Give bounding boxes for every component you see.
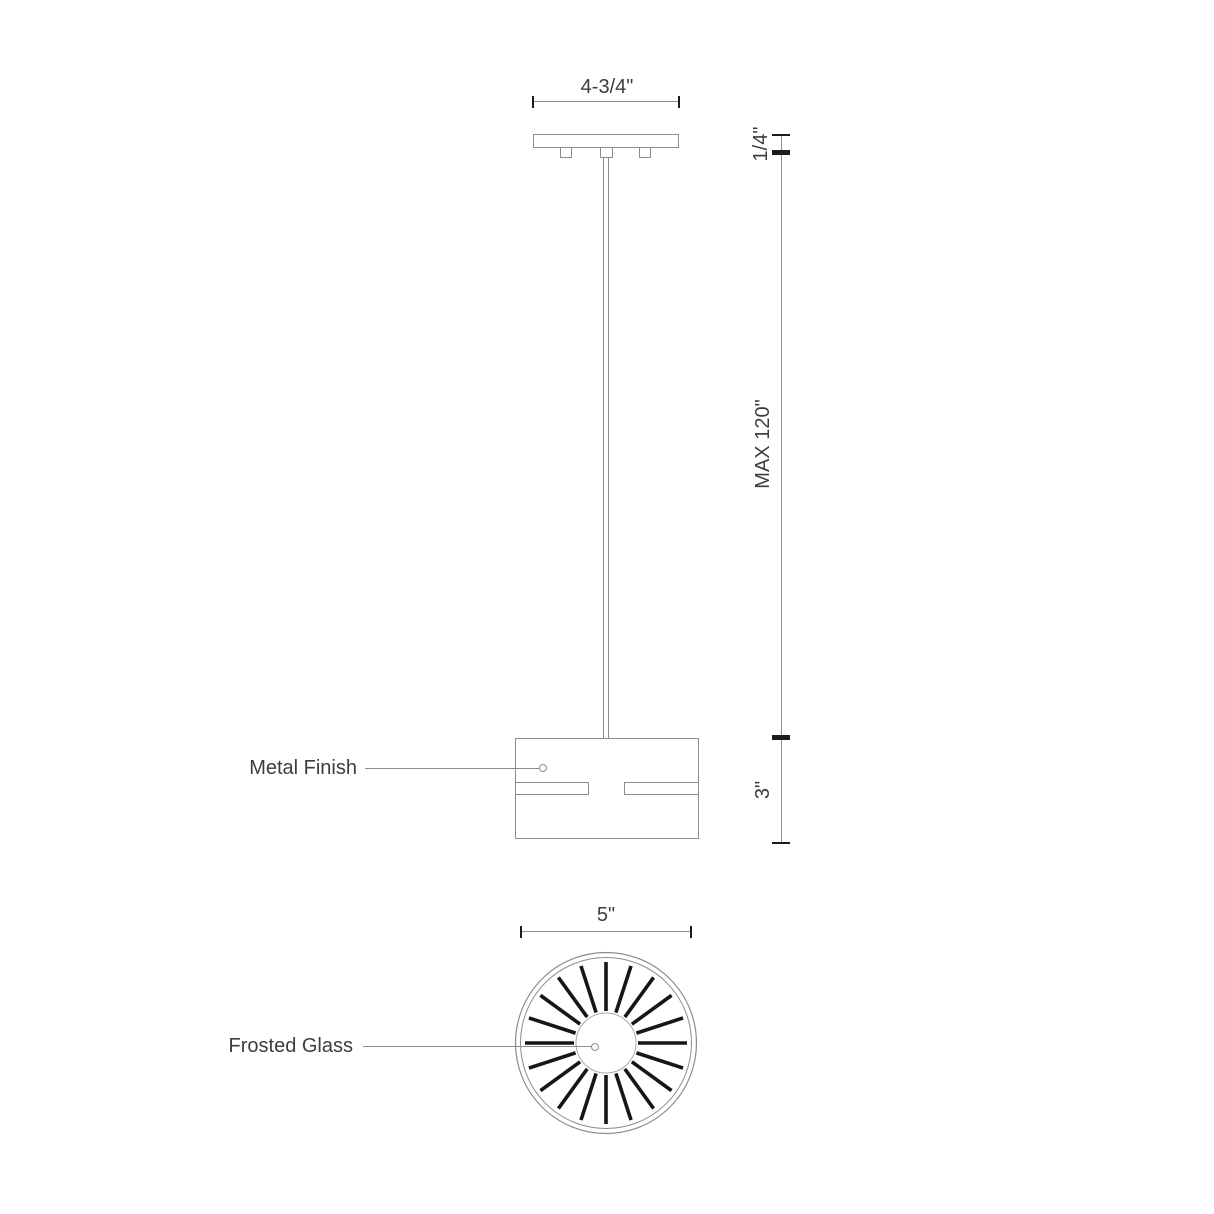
bottom-view-drawing <box>510 947 702 1139</box>
diffuser-spoke <box>636 1018 683 1033</box>
frosted-glass-leader-line <box>363 1046 591 1047</box>
diffuser-spoke <box>529 1053 576 1068</box>
dim-label-suspension-max: MAX 120" <box>752 399 774 489</box>
chain-tick-canopy-top <box>772 134 790 136</box>
canopy-plate <box>533 134 679 148</box>
dim-tick-left-bottom <box>520 926 522 938</box>
dim-label-body-height: 3" <box>752 780 774 800</box>
diffuser-spoke <box>581 1073 596 1120</box>
dim-label-canopy-thickness: 1/4" <box>750 126 772 162</box>
chain-tick-body-top <box>772 735 790 740</box>
diffuser-spoke <box>529 1018 576 1033</box>
mounting-tab-right <box>639 147 651 158</box>
dim-line-glass-diameter <box>521 931 691 932</box>
diffuser-spoke <box>636 1053 683 1068</box>
hub-circle <box>576 1013 636 1073</box>
diffuser-spoke <box>616 1073 631 1120</box>
mounting-tab-left <box>560 147 572 158</box>
mounting-tab-center <box>600 147 613 158</box>
diffuser-spoke <box>581 966 596 1013</box>
dim-line-canopy-width <box>533 101 679 102</box>
hanging-rod <box>603 158 609 738</box>
dim-label-canopy-width: 4-3/4" <box>580 76 634 98</box>
metal-finish-label: Metal Finish <box>249 757 357 779</box>
chain-tick-canopy-bottom <box>772 150 790 155</box>
frosted-glass-label: Frosted Glass <box>228 1035 353 1057</box>
metal-finish-leader-line <box>365 768 539 769</box>
metal-finish-leader-dot <box>539 764 547 772</box>
frosted-glass-leader-dot <box>591 1043 599 1051</box>
dim-tick-right <box>678 96 680 108</box>
dim-label-glass-diameter: 5" <box>596 904 616 926</box>
dim-tick-left <box>532 96 534 108</box>
body-slot-right <box>624 782 699 795</box>
chain-tick-body-bottom <box>772 842 790 844</box>
dim-tick-right-bottom <box>690 926 692 938</box>
body-slot-left <box>515 782 589 795</box>
diffuser-spoke <box>616 966 631 1013</box>
